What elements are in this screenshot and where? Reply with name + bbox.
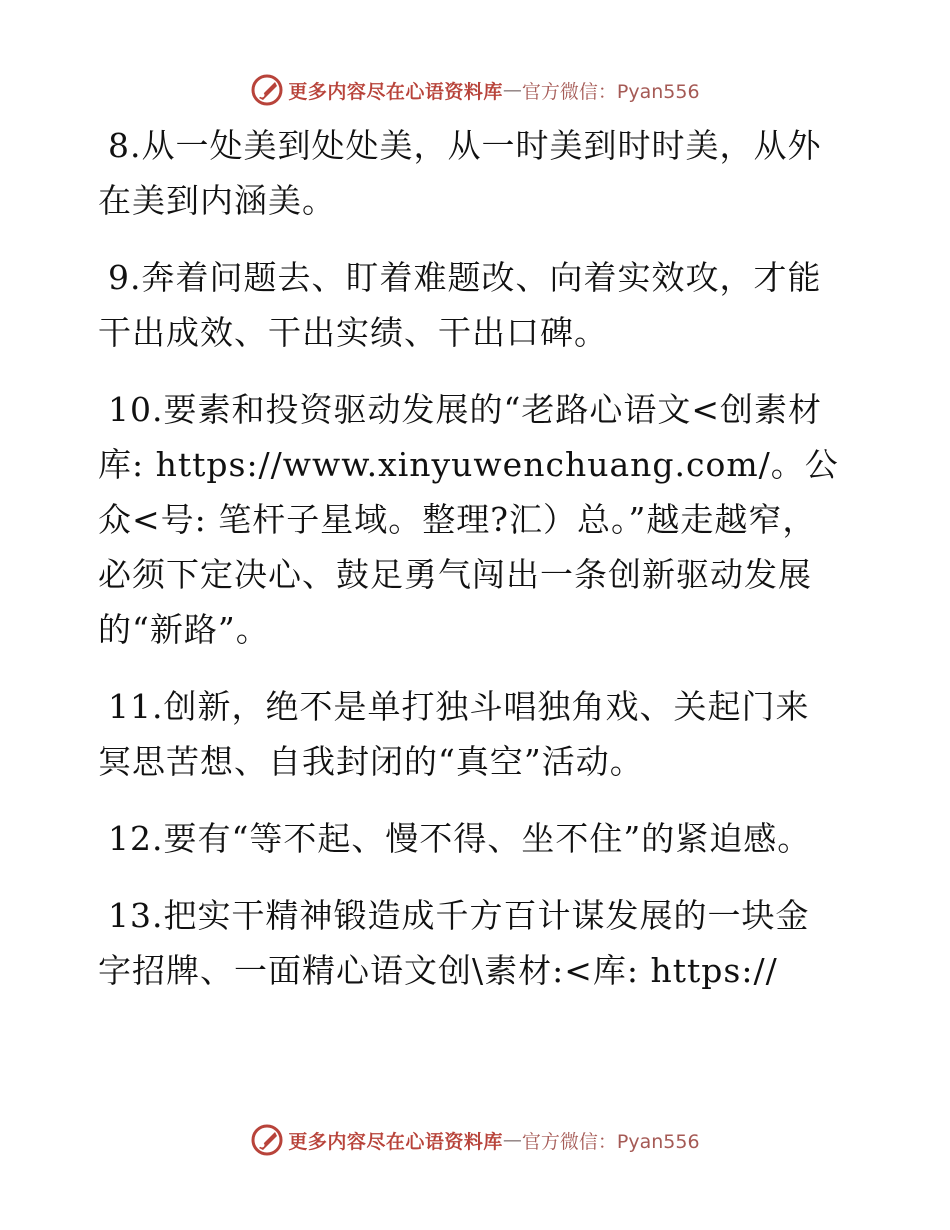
page-header	[0, 70, 950, 110]
paragraph-11: 11.创新，绝不是单打独斗唱独角戏、关起门来冥思苦想、自我封闭的“真空”活动。	[98, 687, 810, 781]
paragraph-12: 12.要有“等不起、慢不得、坐不住”的紧迫感。	[108, 819, 812, 858]
paragraph-13: 13.把实干精神锻造成千方百计谋发展的一块金字招牌、一面精心语文创\素材:<库: https://	[98, 896, 810, 990]
paragraph-10: 10.要素和投资驱动发展的“老路心语文<创素材库: https://www.xinyuwenchuang.com/。公众<号: 笔杆子星域。整理?汇）总。”越走越窄，必须下定决心、鼓足勇气闯出一条创新驱动发展的“新路”。	[98, 390, 839, 649]
quill-logo-icon	[250, 1123, 284, 1157]
header-separator: —	[502, 79, 522, 101]
page-footer	[0, 1120, 950, 1160]
footer-separator: —	[502, 1129, 522, 1151]
footer-brand-text: 更多内容尽在心语资料库	[288, 1130, 503, 1153]
document-body	[98, 118, 843, 1020]
footer-contact-text: 官方微信：Pyan556	[521, 1130, 700, 1153]
paragraph-8: 8.从一处美到处处美，从一时美到时时美，从外在美到内涵美。	[98, 126, 822, 220]
header-contact-text: 官方微信：Pyan556	[521, 80, 700, 103]
header-brand-text: 更多内容尽在心语资料库	[288, 80, 503, 103]
quill-logo-icon	[250, 73, 284, 107]
paragraph-9: 9.奔着问题去、盯着难题改、向着实效攻，才能干出成效、干出实绩、干出口碑。	[98, 258, 822, 352]
